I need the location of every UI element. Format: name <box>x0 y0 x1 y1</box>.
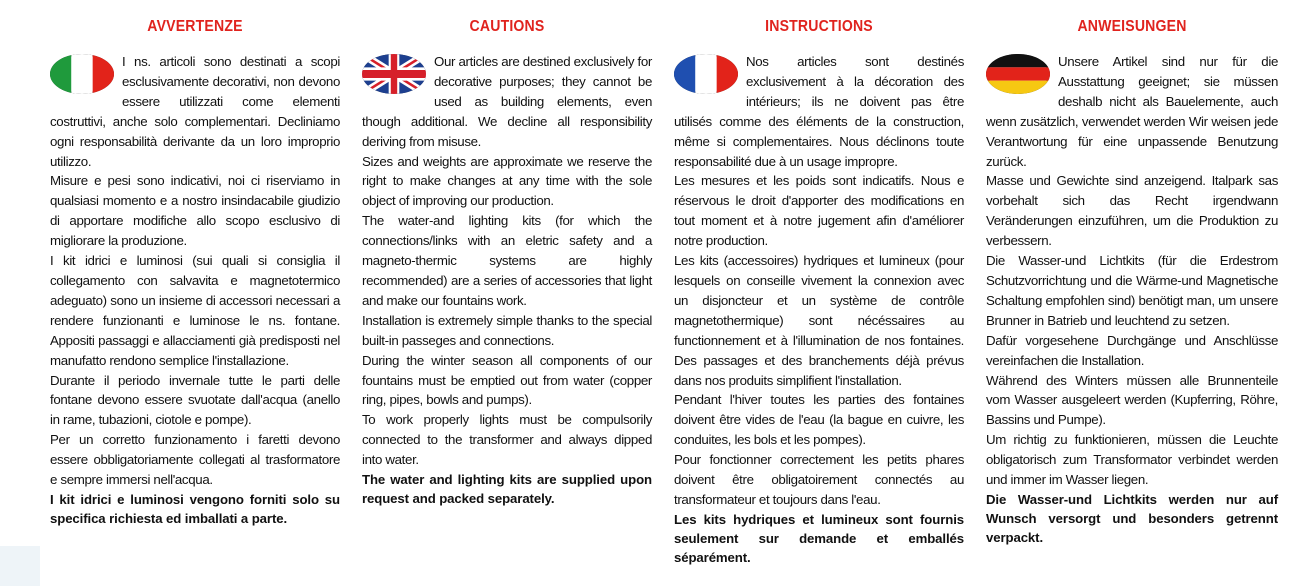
paragraph: Unsere Artikel sind nur für die Ausstattung geeignet; sie müssen deshalb nicht als Bauelemente, auch wenn zusätzlich, verwendet werden Wir weisen jede Verantwortung für eine unpassende Benutzung zurück. <box>986 54 1278 169</box>
paragraph: Dafür vorgesehene Durchgänge und Anschlüsse vereinfachen die Installation. <box>986 332 1278 368</box>
germany-flag-icon <box>986 54 1050 94</box>
paragraph: Installation is extremely simple thanks to the special built-in passeges and connections. <box>362 312 652 348</box>
paragraph: Die Wasser-und Lichtkits (für die Erdestrom Schutzvorrichtung und die Wärme-und Magnetische Schaltung empfohlen sind) benötigt man, um unsere Brunner in Batrieb und leuchtend zu setzen. <box>986 253 1278 328</box>
paragraph: Les mesures et les poids sont indicatifs. Nous e réservous le droit d'apporter des modifications en tout moment et à notre jugement afin d'améliorer notre production. <box>674 173 964 249</box>
paragraph: Sizes and weights are approximate we reserve the right to make changes at any time with the sole object of improving our production. <box>362 153 652 209</box>
column-body <box>986 52 1278 547</box>
paragraph: To work properly lights must be compulsorily connected to the transformer and always dipped into water. <box>362 412 652 468</box>
column-body <box>362 52 652 508</box>
paragraph: I kit idrici e luminosi (sui quali si consiglia il collegamento con salvavita e magnetotermico adeguato) sono un insieme di accessori necessari a rendere funzionanti e luminose le ns. fontane. Appositi passaggi e allacciamenti già predisposti nel manufatto rendono semplice l'installazione. <box>50 253 340 368</box>
paragraph: Les kits (accessoires) hydriques et lumineux (pour lesquels on conseille vivement la connexion avec un disjoncteur et un système de contrôle magnetothermique) sont nécéssaires au functionnement et à l'illumination de nos fontaines. Des passages et des branchements déjà prévus dans nos produits simplifient l'installation. <box>674 253 964 388</box>
column-title: AVVERTENZE <box>147 18 243 35</box>
paragraph: Durante il periodo invernale tutte le parti delle fontane devono essere svuotate dall'acqua (anello in rame, tubazioni, ciotole e pompe). <box>50 372 340 428</box>
italy-flag-icon <box>50 54 114 94</box>
paragraph: Während des Winters müssen alle Brunnenteile vom Wasser ausgeleert werden (Kupferring, Röhre, Bassins und Pumpe). <box>986 372 1278 428</box>
paragraph: Misure e pesi sono indicativi, noi ci riserviamo in qualsiasi momento e a nostro insindacabile giudizio di apportare modifiche allo scopo esclusivo di migliorare la produzione. <box>50 173 340 249</box>
bold-notice: Les kits hydriques et lumineux sont fournis seulement sur demande et emballés séparément. <box>674 511 964 565</box>
paragraph: The water-and lighting kits (for which the connections/links with an eletric safety and a magneto-thermic systems are highly recommended) are a series of accessories that light and make our fountains work. <box>362 213 652 308</box>
paragraph: Our articles are destined exclusively for decorative purposes; they cannot be used as building elements, even though additional. We decline all responsibility deriving from misuse. <box>362 54 652 149</box>
paragraph: Per un corretto funzionamento i faretti devono essere obbligatoriamente collegati al trasformatore e sempre immersi nell'acqua. <box>50 432 340 488</box>
france-flag-icon <box>674 54 738 94</box>
bold-notice: The water and lighting kits are supplied upon request and packed separately. <box>362 472 652 507</box>
paragraph: Pendant l'hiver toutes les parties des fontaines doivent être vides de l'eau (la bague en cuivre, les conduites, les bols et les pompes). <box>674 392 964 448</box>
bold-notice: I kit idrici e luminosi vengono forniti solo su specifica richiesta ed imballati a parte. <box>50 491 340 526</box>
column-title: ANWEISUNGEN <box>1077 18 1187 35</box>
column-title: CAUTIONS <box>469 18 545 35</box>
bold-notice: Die Wasser-und Lichtkits werden nur auf Wunsch versorgt und besonders getrennt verpackt. <box>986 491 1278 545</box>
paragraph: Nos articles sont destinés exclusivement à la décoration des intérieurs; ils ne doivent pas être utilisés comme des éléments de la construction, même si complementaires. Nous déclinons toute responsabilité due à un usage impropre. <box>674 54 964 169</box>
column-body <box>50 52 340 528</box>
uk-flag-icon <box>362 54 426 94</box>
column-body <box>674 52 964 567</box>
paragraph: Masse und Gewichte sind anzeigend. Italpark sas vorbehalt sich das Recht irgendwann Veränderungen einzuführen, um die Produktion zu verbessern. <box>986 173 1278 249</box>
paragraph: I ns. articoli sono destinati a scopi esclusivamente decorativi, non devono essere utilizzati come elementi costruttivi, anche solo complementari. Decliniamo ogni responsabilità derivante da un loro improprio utilizzo. <box>50 54 340 169</box>
paragraph: Um richtig zu funktionieren, müssen die Leuchte obligatorisch zum Transformator verbindet werden und immer im Wasser liegen. <box>986 432 1278 488</box>
paragraph: Pour fonctionner correctement les petits phares doivent être obligatoirement connectés au transformateur et toujours dans l'eau. <box>674 452 964 507</box>
corner-shade <box>0 546 40 586</box>
column-title: INSTRUCTIONS <box>765 18 873 35</box>
paragraph: During the winter season all components of our fountains must be emptied out from water (copper ring, pipes, bowls and pumps). <box>362 352 652 408</box>
